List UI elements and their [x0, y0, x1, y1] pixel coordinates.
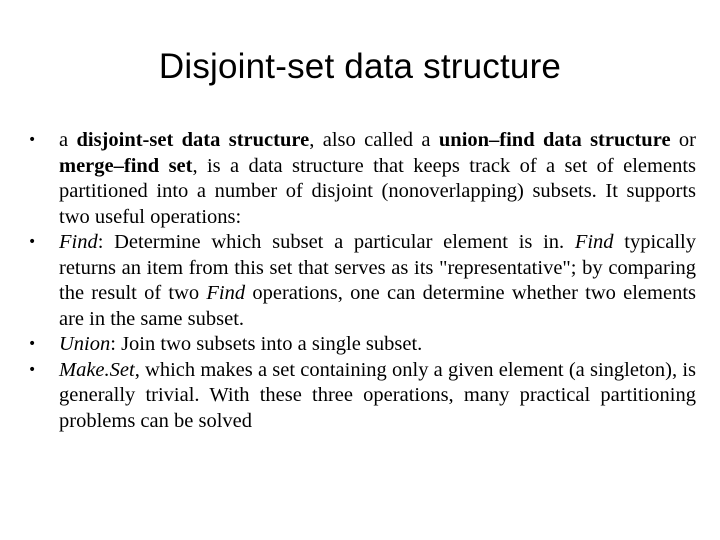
bullet-item	[28, 332, 696, 358]
bullet-text-segment: , which makes a set containing only a given element (a singleton), is generally trivial. With these three operations, many practical partitioning problems can be solved	[59, 358, 696, 432]
bullet-text-segment: disjoint-set data structure	[76, 129, 310, 151]
bullet-text-segment: typically returns an item from this set that serves as its "representative"; by comparing the result of two	[59, 231, 696, 304]
bullet-text-segment: , is a data structure that keeps track of a set of elements partitioned into a number of disjoint (nonoverlapping) subsets. It supports two useful operations:	[59, 154, 696, 228]
bullet-text-segment: merge–find set	[59, 154, 193, 177]
bullet-text-segment: Make.Set	[59, 358, 135, 381]
slide-title: Disjoint-set data structure	[158, 47, 562, 86]
bullet-marker: •	[28, 361, 37, 378]
bullet-text-segment: Find	[206, 282, 246, 304]
bullet-text-segment: Union	[59, 333, 111, 355]
bullet-marker: •	[28, 336, 37, 352]
bullet-text-segment: or	[670, 129, 696, 151]
bullet-text-segment: : Determine which subset a particular element is in.	[97, 231, 575, 253]
bullet-text-segment: a	[59, 129, 77, 151]
bullet-item	[28, 128, 696, 230]
bullet-text-segment: union–find data structure	[438, 129, 671, 151]
bullet-list	[28, 128, 696, 434]
bullet-marker: •	[28, 234, 37, 250]
bullet-item	[28, 230, 696, 332]
bullet-text-segment: , also called a	[309, 129, 439, 151]
bullet-text-segment: : Join two subsets into a single subset.	[110, 333, 423, 355]
bullet-text-segment: operations, one can determine whether two elements are in the same subset.	[59, 282, 696, 330]
bullet-marker: •	[28, 132, 37, 148]
bullet-item	[28, 358, 696, 435]
bullet-text-segment: Find	[574, 231, 614, 253]
bullet-text-segment: Find	[59, 231, 98, 253]
